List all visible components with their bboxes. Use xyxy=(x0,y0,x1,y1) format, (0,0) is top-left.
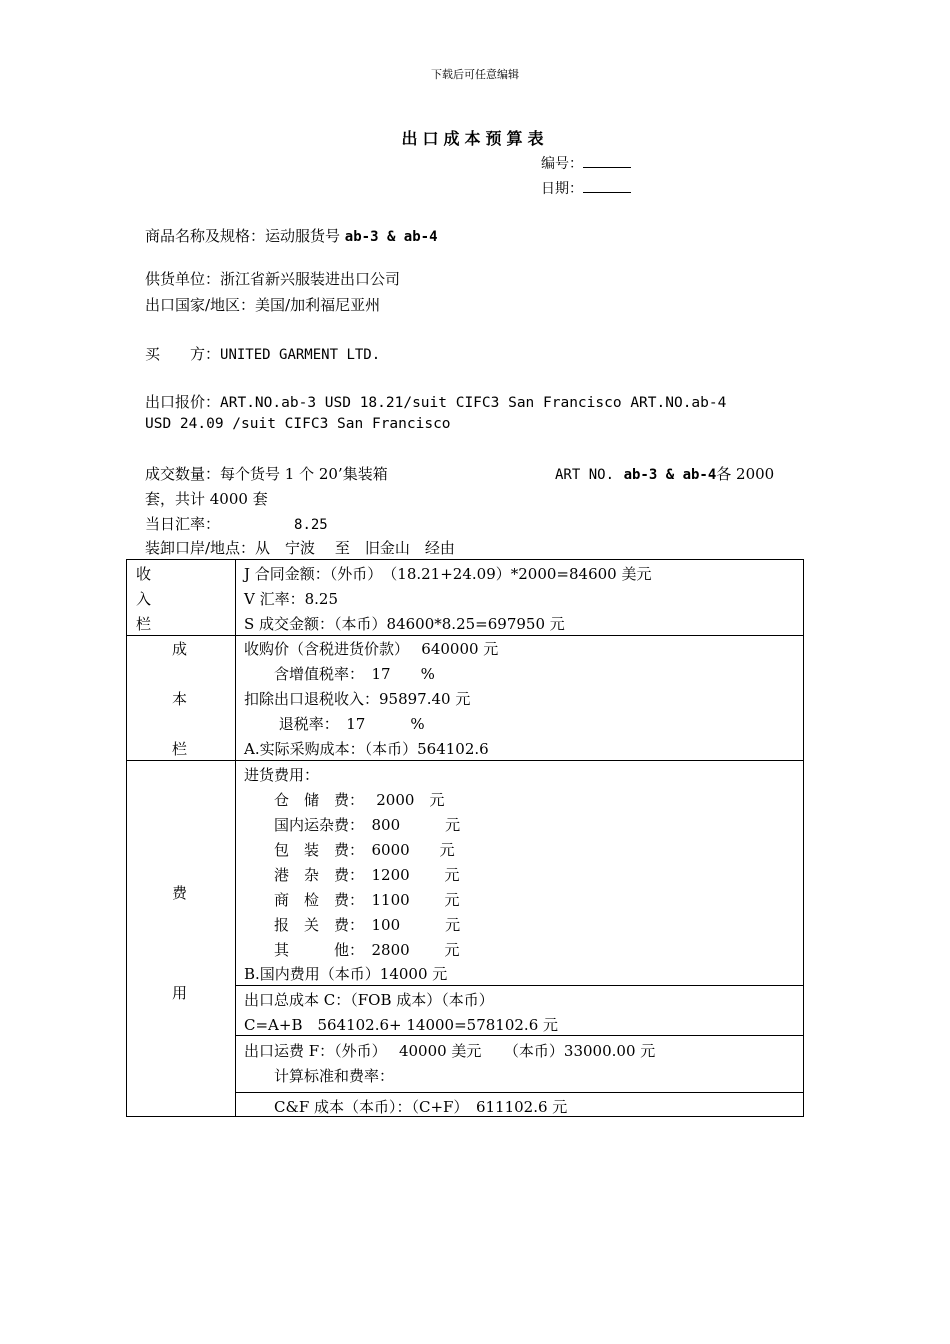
quote-text-1: ART.NO.ab-3 USD 18.21/suit CIFC3 San Francisco ART.NO.ab-4 xyxy=(220,395,727,411)
row-divider-fee xyxy=(235,985,804,986)
fee-label-2: 用 xyxy=(172,984,188,1002)
income-contract-amount: J 合同金额：（外币） （18.21+24.09）*2000=84600 美元 xyxy=(244,565,652,583)
cost-purchase-price: 收购价（含税进货价款） 640000 元 xyxy=(244,640,499,658)
fee-label-1: 费 xyxy=(172,884,188,902)
buyer-label: 买 方： xyxy=(145,345,221,363)
date-blank xyxy=(583,178,631,193)
freight-amount: 出口运费 F：（外币） 40000 美元 （本币）33000.00 元 xyxy=(244,1042,656,1060)
serial-field xyxy=(541,153,631,173)
quantity-each: 各 2000 xyxy=(716,465,775,483)
cost-vat-rate: 含增值税率： 17 % xyxy=(244,665,435,683)
quote-line-2: USD 24.09 /suit CIFC3 San Francisco xyxy=(145,416,451,432)
rate-line xyxy=(145,513,328,534)
port-line: 装卸口岸/地点：从 宁波 至 旧金山 经由 xyxy=(145,539,455,557)
buyer-name: UNITED GARMENT LTD. xyxy=(220,347,381,363)
product-label: 商品名称及规格：运动服货号 xyxy=(145,227,341,245)
rate-value: 8.25 xyxy=(294,517,328,533)
supplier-line: 供货单位：浙江省新兴服装进出口公司 xyxy=(145,270,401,288)
cf-cost: C&F 成本（本币）：（C+F） 611102.6 元 xyxy=(244,1098,568,1116)
quantity-art-line xyxy=(555,463,774,484)
destination-line: 出口国家/地区：美国/加利福尼亚州 xyxy=(145,296,381,314)
fee-other: 其 他： 2800 元 xyxy=(244,941,460,959)
cost-label-1: 成 xyxy=(172,640,188,658)
quantity-codes: ab-3 & ab-4 xyxy=(623,467,717,483)
cost-actual-purchase: A.实际采购成本：（本币）564102.6 xyxy=(244,740,489,758)
cost-label-3: 栏 xyxy=(172,740,188,758)
product-codes: ab-3 & ab-4 xyxy=(344,229,438,245)
quantity-line-1: 成交数量：每个货号 1 个 20’集装箱 xyxy=(145,465,388,483)
cost-label-2: 本 xyxy=(172,690,188,708)
income-deal-amount: S 成交金额：（本币）84600*8.25=697950 元 xyxy=(244,615,565,633)
serial-label: 编号： xyxy=(541,156,583,172)
income-label-3: 栏 xyxy=(136,615,152,633)
buyer-line xyxy=(145,343,380,364)
fee-storage: 仓 储 费： 2000 元 xyxy=(244,791,445,809)
fee-port: 港 杂 费： 1200 元 xyxy=(244,866,460,884)
fee-domestic-total: B.国内费用（本币）14000 元 xyxy=(244,965,448,983)
quantity-art: ART NO. xyxy=(555,467,615,483)
fee-domestic-transport: 国内运杂费： 800 元 xyxy=(244,816,461,834)
cost-refund-rate: 退税率： 17 % xyxy=(244,715,425,733)
quote-line-1 xyxy=(145,391,726,412)
income-exchange-rate: V 汇率：8.25 xyxy=(244,590,338,608)
quantity-line-2: 套，共计 4000 套 xyxy=(145,490,268,508)
row-divider-freight xyxy=(235,1092,804,1093)
fob-heading: 出口总成本 C：（FOB 成本）（本币） xyxy=(244,991,494,1009)
page-title: 出口成本预算表 xyxy=(401,129,549,148)
product-line xyxy=(145,225,438,246)
fee-inspection: 商 检 费： 1100 元 xyxy=(244,891,460,909)
fee-customs: 报 关 费： 100 元 xyxy=(244,916,461,934)
row-divider-cost xyxy=(126,760,804,761)
fee-purchase-heading: 进货费用： xyxy=(244,766,320,784)
fob-formula: C=A+B 564102.6+ 14000=578102.6 元 xyxy=(244,1016,559,1034)
freight-standard: 计算标准和费率： xyxy=(244,1067,395,1085)
serial-blank xyxy=(583,153,631,168)
table-column-divider xyxy=(235,559,236,1117)
fee-packaging: 包 装 费： 6000 元 xyxy=(244,841,455,859)
cost-tax-refund: 扣除出口退税收入：95897.40 元 xyxy=(244,690,471,708)
date-field xyxy=(541,178,631,198)
row-divider-fob xyxy=(235,1035,804,1036)
rate-label: 当日汇率： xyxy=(145,515,221,533)
date-label: 日期： xyxy=(541,181,583,197)
income-label-1: 收 xyxy=(136,565,152,583)
income-label-2: 入 xyxy=(136,590,152,608)
row-divider-income xyxy=(126,635,804,636)
header-note: 下载后可任意编辑 xyxy=(431,68,519,81)
quote-label: 出口报价： xyxy=(145,393,221,411)
